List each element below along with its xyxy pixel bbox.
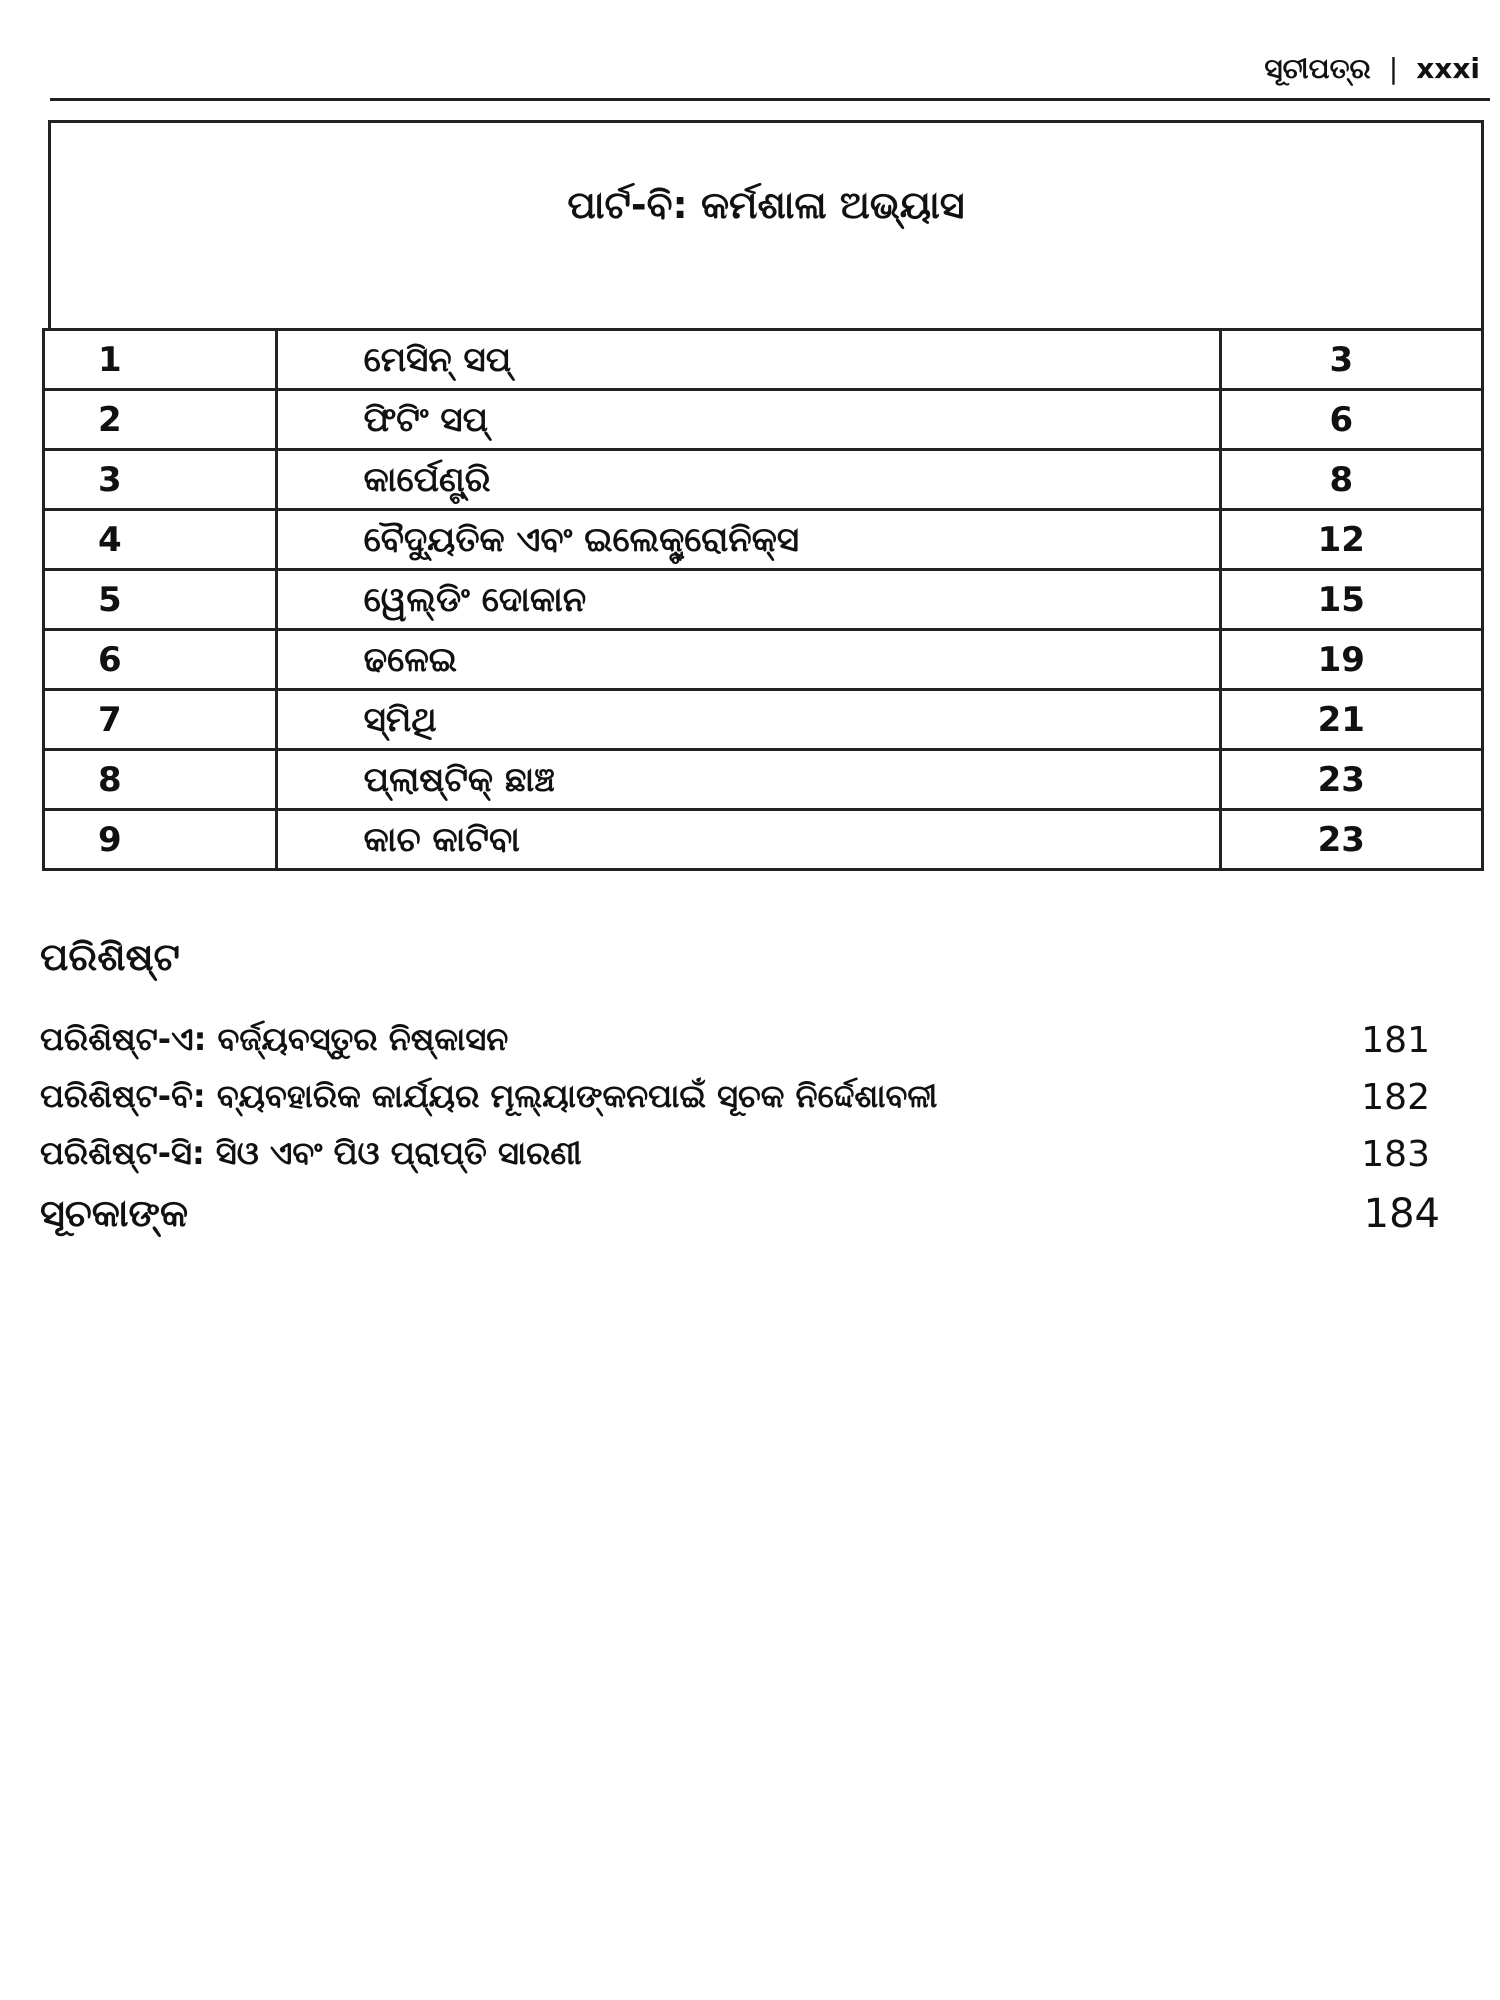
row-title: କାଚ କାଟିବା xyxy=(276,810,1220,870)
appendix-page: 182 xyxy=(1361,1077,1430,1118)
list-item xyxy=(40,1020,1450,1077)
page-number: xxxi xyxy=(1416,52,1480,85)
row-title: କାର୍ପେଣ୍ଟ୍ରି xyxy=(276,450,1220,510)
page-header xyxy=(50,48,1490,101)
row-page: 15 xyxy=(1220,570,1482,630)
appendix-list xyxy=(40,1020,1450,1251)
table-row xyxy=(44,330,1483,390)
row-title: ପ୍ଲାଷ୍ଟିକ୍ ଛାଞ୍ଚ xyxy=(276,750,1220,810)
row-page: 23 xyxy=(1220,810,1482,870)
row-title: ମେସିନ୍ ସପ୍ xyxy=(276,330,1220,390)
table-row xyxy=(44,690,1483,750)
appendix-title: ପରିଶିଷ୍ଟ-ସି: ସିଓ ଏବଂ ପିଓ ପ୍ରାପ୍ତି ସାରଣୀ xyxy=(40,1134,582,1172)
table-row xyxy=(44,750,1483,810)
index-title: ସୂଚକାଙ୍କ xyxy=(40,1191,189,1235)
table-row xyxy=(44,810,1483,870)
row-page: 21 xyxy=(1220,690,1482,750)
row-title: ବୈଦ୍ୟୁତିକ ଏବଂ ଇଲେକ୍ଟ୍ରୋନିକ୍ସ xyxy=(276,510,1220,570)
row-number: 2 xyxy=(44,390,277,450)
table-row xyxy=(44,570,1483,630)
table-row xyxy=(44,450,1483,510)
running-header xyxy=(1264,52,1480,86)
appendix-page: 183 xyxy=(1361,1134,1430,1175)
index-entry xyxy=(40,1191,1450,1251)
row-page: 8 xyxy=(1220,450,1482,510)
row-page: 3 xyxy=(1220,330,1482,390)
row-number: 5 xyxy=(44,570,277,630)
appendix-heading: ପରିଶିଷ୍ଟ xyxy=(40,935,180,979)
row-title: ଢଳେଇ xyxy=(276,630,1220,690)
row-number: 1 xyxy=(44,330,277,390)
row-number: 8 xyxy=(44,750,277,810)
row-page: 6 xyxy=(1220,390,1482,450)
row-page: 12 xyxy=(1220,510,1482,570)
table-row xyxy=(44,510,1483,570)
row-number: 6 xyxy=(44,630,277,690)
table-row xyxy=(44,390,1483,450)
row-number: 4 xyxy=(44,510,277,570)
list-item xyxy=(40,1134,1450,1191)
header-separator: | xyxy=(1388,52,1399,85)
row-title: ୱେଲ୍ଡିଂ ଦୋକାନ xyxy=(276,570,1220,630)
appendix-page: 181 xyxy=(1361,1020,1430,1061)
section-title: ସୂଚୀପତ୍ର xyxy=(1264,52,1371,85)
appendix-title: ପରିଶିଷ୍ଟ-ଏ: ବର୍ଜ୍ୟବସ୍ତୁର ନିଷ୍କାସନ xyxy=(40,1020,509,1058)
appendix-title: ପରିଶିଷ୍ଟ-ବି: ବ୍ୟବହାରିକ କାର୍ଯ୍ୟର ମୂଲ୍ୟାଙ୍କନପାଇଁ ସୂଚକ ନିର୍ଦ୍ଦେଶାବଳୀ xyxy=(40,1077,938,1115)
table-row xyxy=(44,630,1483,690)
index-page: 184 xyxy=(1363,1191,1440,1237)
part-title-box xyxy=(48,120,1484,328)
row-number: 3 xyxy=(44,450,277,510)
list-item xyxy=(40,1077,1450,1134)
row-title: ସ୍ମିଥି xyxy=(276,690,1220,750)
row-page: 23 xyxy=(1220,750,1482,810)
row-number: 7 xyxy=(44,690,277,750)
row-page: 19 xyxy=(1220,630,1482,690)
toc-table xyxy=(42,328,1484,871)
row-number: 9 xyxy=(44,810,277,870)
part-title: ପାର୍ଟ-ବି: କର୍ମଶାଳା ଅଭ୍ୟାସ xyxy=(567,183,965,227)
row-title: ଫିଟିଂ ସପ୍ xyxy=(276,390,1220,450)
